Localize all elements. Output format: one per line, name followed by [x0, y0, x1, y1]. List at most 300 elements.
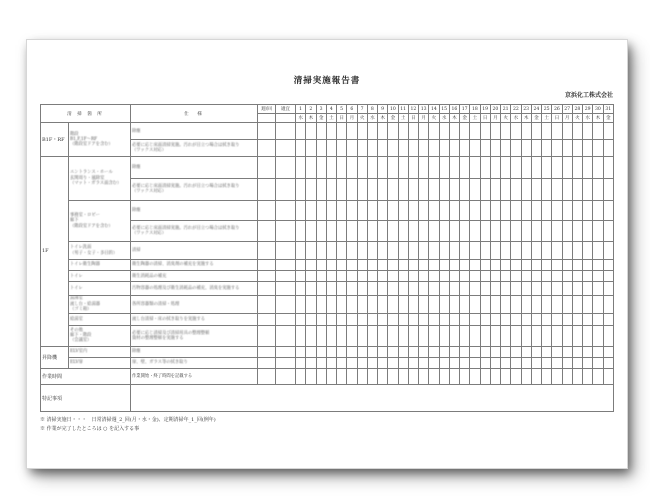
check-cell[interactable]: [562, 357, 572, 368]
check-cell[interactable]: [460, 200, 470, 220]
check-cell[interactable]: [388, 242, 398, 259]
check-cell[interactable]: [316, 221, 326, 242]
check-cell[interactable]: [470, 313, 480, 325]
check-cell[interactable]: [357, 282, 367, 295]
check-cell[interactable]: [296, 295, 306, 313]
check-cell[interactable]: [276, 156, 296, 178]
check-cell[interactable]: [388, 123, 398, 140]
check-cell[interactable]: [367, 221, 377, 242]
check-cell[interactable]: [460, 221, 470, 242]
check-cell[interactable]: [306, 156, 316, 178]
check-cell[interactable]: [511, 346, 521, 357]
time-cell[interactable]: [367, 368, 377, 384]
check-cell[interactable]: [419, 295, 429, 313]
check-cell[interactable]: [316, 179, 326, 200]
check-cell[interactable]: [480, 140, 490, 156]
check-cell[interactable]: [501, 259, 511, 270]
check-cell[interactable]: [511, 200, 521, 220]
check-cell[interactable]: [552, 123, 562, 140]
check-cell[interactable]: [337, 357, 347, 368]
check-cell[interactable]: [449, 282, 459, 295]
check-cell[interactable]: [337, 295, 347, 313]
check-cell[interactable]: [439, 326, 449, 346]
check-cell[interactable]: [603, 179, 613, 200]
check-cell[interactable]: [501, 326, 511, 346]
check-cell[interactable]: [490, 282, 500, 295]
check-cell[interactable]: [552, 326, 562, 346]
check-cell[interactable]: [429, 156, 439, 178]
check-cell[interactable]: [439, 271, 449, 282]
check-cell[interactable]: [408, 242, 418, 259]
check-cell[interactable]: [511, 259, 521, 270]
time-cell[interactable]: [593, 368, 603, 384]
check-cell[interactable]: [449, 346, 459, 357]
check-cell[interactable]: [501, 313, 511, 325]
check-cell[interactable]: [429, 242, 439, 259]
check-cell[interactable]: [408, 271, 418, 282]
check-cell[interactable]: [521, 271, 531, 282]
check-cell[interactable]: [326, 346, 336, 357]
check-cell[interactable]: [419, 282, 429, 295]
check-cell[interactable]: [439, 200, 449, 220]
check-cell[interactable]: [572, 156, 582, 178]
check-cell[interactable]: [326, 221, 336, 242]
check-cell[interactable]: [511, 156, 521, 178]
check-cell[interactable]: [542, 326, 552, 346]
check-cell[interactable]: [398, 282, 408, 295]
check-cell[interactable]: [460, 140, 470, 156]
check-cell[interactable]: [419, 200, 429, 220]
check-cell[interactable]: [531, 295, 541, 313]
check-cell[interactable]: [542, 179, 552, 200]
check-cell[interactable]: [378, 295, 388, 313]
check-cell[interactable]: [449, 221, 459, 242]
check-cell[interactable]: [258, 123, 276, 140]
check-cell[interactable]: [480, 156, 490, 178]
check-cell[interactable]: [603, 221, 613, 242]
check-cell[interactable]: [296, 346, 306, 357]
check-cell[interactable]: [337, 313, 347, 325]
time-cell[interactable]: [460, 368, 470, 384]
check-cell[interactable]: [408, 295, 418, 313]
check-cell[interactable]: [490, 313, 500, 325]
check-cell[interactable]: [603, 271, 613, 282]
check-cell[interactable]: [388, 357, 398, 368]
check-cell[interactable]: [583, 156, 593, 178]
check-cell[interactable]: [531, 357, 541, 368]
check-cell[interactable]: [480, 259, 490, 270]
check-cell[interactable]: [316, 313, 326, 325]
check-cell[interactable]: [388, 200, 398, 220]
check-cell[interactable]: [357, 221, 367, 242]
check-cell[interactable]: [583, 179, 593, 200]
check-cell[interactable]: [408, 259, 418, 270]
check-cell[interactable]: [378, 242, 388, 259]
check-cell[interactable]: [419, 221, 429, 242]
check-cell[interactable]: [408, 346, 418, 357]
check-cell[interactable]: [572, 313, 582, 325]
check-cell[interactable]: [603, 295, 613, 313]
check-cell[interactable]: [562, 282, 572, 295]
check-cell[interactable]: [337, 140, 347, 156]
check-cell[interactable]: [337, 179, 347, 200]
check-cell[interactable]: [367, 271, 377, 282]
check-cell[interactable]: [531, 282, 541, 295]
check-cell[interactable]: [306, 221, 316, 242]
check-cell[interactable]: [572, 200, 582, 220]
check-cell[interactable]: [449, 242, 459, 259]
check-cell[interactable]: [470, 326, 480, 346]
check-cell[interactable]: [326, 259, 336, 270]
check-cell[interactable]: [306, 282, 316, 295]
check-cell[interactable]: [258, 326, 276, 346]
check-cell[interactable]: [460, 242, 470, 259]
check-cell[interactable]: [316, 200, 326, 220]
check-cell[interactable]: [347, 357, 357, 368]
check-cell[interactable]: [603, 282, 613, 295]
check-cell[interactable]: [542, 295, 552, 313]
check-cell[interactable]: [460, 282, 470, 295]
check-cell[interactable]: [429, 271, 439, 282]
check-cell[interactable]: [276, 140, 296, 156]
check-cell[interactable]: [357, 242, 367, 259]
check-cell[interactable]: [480, 123, 490, 140]
check-cell[interactable]: [470, 282, 480, 295]
check-cell[interactable]: [531, 242, 541, 259]
check-cell[interactable]: [572, 140, 582, 156]
check-cell[interactable]: [439, 295, 449, 313]
check-cell[interactable]: [542, 140, 552, 156]
check-cell[interactable]: [347, 140, 357, 156]
check-cell[interactable]: [603, 140, 613, 156]
check-cell[interactable]: [521, 357, 531, 368]
check-cell[interactable]: [552, 156, 562, 178]
check-cell[interactable]: [521, 140, 531, 156]
time-cell[interactable]: [439, 368, 449, 384]
check-cell[interactable]: [542, 313, 552, 325]
check-cell[interactable]: [408, 123, 418, 140]
check-cell[interactable]: [429, 179, 439, 200]
check-cell[interactable]: [347, 242, 357, 259]
check-cell[interactable]: [357, 156, 367, 178]
check-cell[interactable]: [258, 357, 276, 368]
check-cell[interactable]: [470, 295, 480, 313]
check-cell[interactable]: [511, 282, 521, 295]
check-cell[interactable]: [388, 140, 398, 156]
check-cell[interactable]: [258, 179, 276, 200]
check-cell[interactable]: [583, 346, 593, 357]
check-cell[interactable]: [357, 179, 367, 200]
check-cell[interactable]: [439, 221, 449, 242]
check-cell[interactable]: [552, 259, 562, 270]
check-cell[interactable]: [306, 271, 316, 282]
check-cell[interactable]: [542, 242, 552, 259]
check-cell[interactable]: [511, 357, 521, 368]
check-cell[interactable]: [258, 242, 276, 259]
check-cell[interactable]: [501, 282, 511, 295]
check-cell[interactable]: [388, 313, 398, 325]
time-cell[interactable]: [408, 368, 418, 384]
check-cell[interactable]: [490, 200, 500, 220]
check-cell[interactable]: [296, 179, 306, 200]
check-cell[interactable]: [408, 156, 418, 178]
check-cell[interactable]: [296, 242, 306, 259]
check-cell[interactable]: [398, 242, 408, 259]
check-cell[interactable]: [521, 123, 531, 140]
check-cell[interactable]: [552, 346, 562, 357]
check-cell[interactable]: [460, 313, 470, 325]
check-cell[interactable]: [306, 200, 316, 220]
check-cell[interactable]: [531, 326, 541, 346]
check-cell[interactable]: [572, 259, 582, 270]
check-cell[interactable]: [398, 313, 408, 325]
check-cell[interactable]: [419, 326, 429, 346]
check-cell[interactable]: [367, 200, 377, 220]
check-cell[interactable]: [429, 313, 439, 325]
check-cell[interactable]: [490, 346, 500, 357]
check-cell[interactable]: [337, 326, 347, 346]
check-cell[interactable]: [337, 271, 347, 282]
check-cell[interactable]: [306, 313, 316, 325]
check-cell[interactable]: [296, 123, 306, 140]
check-cell[interactable]: [572, 271, 582, 282]
check-cell[interactable]: [501, 242, 511, 259]
check-cell[interactable]: [593, 357, 603, 368]
check-cell[interactable]: [347, 282, 357, 295]
check-cell[interactable]: [490, 123, 500, 140]
check-cell[interactable]: [439, 357, 449, 368]
check-cell[interactable]: [511, 179, 521, 200]
check-cell[interactable]: [306, 179, 316, 200]
check-cell[interactable]: [511, 295, 521, 313]
check-cell[interactable]: [296, 200, 306, 220]
check-cell[interactable]: [511, 242, 521, 259]
check-cell[interactable]: [490, 179, 500, 200]
check-cell[interactable]: [460, 123, 470, 140]
check-cell[interactable]: [408, 357, 418, 368]
check-cell[interactable]: [388, 346, 398, 357]
check-cell[interactable]: [378, 357, 388, 368]
check-cell[interactable]: [521, 200, 531, 220]
check-cell[interactable]: [542, 200, 552, 220]
check-cell[interactable]: [258, 346, 276, 357]
check-cell[interactable]: [552, 282, 562, 295]
check-cell[interactable]: [490, 242, 500, 259]
check-cell[interactable]: [603, 346, 613, 357]
check-cell[interactable]: [316, 140, 326, 156]
time-cell[interactable]: [388, 368, 398, 384]
check-cell[interactable]: [449, 259, 459, 270]
check-cell[interactable]: [490, 259, 500, 270]
check-cell[interactable]: [439, 313, 449, 325]
check-cell[interactable]: [337, 221, 347, 242]
check-cell[interactable]: [419, 357, 429, 368]
check-cell[interactable]: [367, 282, 377, 295]
check-cell[interactable]: [398, 156, 408, 178]
check-cell[interactable]: [562, 295, 572, 313]
check-cell[interactable]: [378, 200, 388, 220]
check-cell[interactable]: [378, 259, 388, 270]
check-cell[interactable]: [347, 221, 357, 242]
check-cell[interactable]: [296, 140, 306, 156]
check-cell[interactable]: [449, 156, 459, 178]
check-cell[interactable]: [439, 242, 449, 259]
check-cell[interactable]: [552, 271, 562, 282]
check-cell[interactable]: [552, 295, 562, 313]
check-cell[interactable]: [511, 326, 521, 346]
check-cell[interactable]: [326, 357, 336, 368]
check-cell[interactable]: [296, 357, 306, 368]
check-cell[interactable]: [562, 156, 572, 178]
check-cell[interactable]: [583, 221, 593, 242]
check-cell[interactable]: [347, 179, 357, 200]
check-cell[interactable]: [306, 123, 316, 140]
check-cell[interactable]: [296, 271, 306, 282]
check-cell[interactable]: [378, 179, 388, 200]
check-cell[interactable]: [562, 140, 572, 156]
check-cell[interactable]: [480, 221, 490, 242]
time-cell[interactable]: [306, 368, 316, 384]
check-cell[interactable]: [326, 271, 336, 282]
check-cell[interactable]: [593, 313, 603, 325]
check-cell[interactable]: [408, 326, 418, 346]
check-cell[interactable]: [583, 242, 593, 259]
check-cell[interactable]: [337, 242, 347, 259]
check-cell[interactable]: [276, 242, 296, 259]
check-cell[interactable]: [357, 346, 367, 357]
check-cell[interactable]: [388, 179, 398, 200]
check-cell[interactable]: [316, 271, 326, 282]
check-cell[interactable]: [357, 140, 367, 156]
check-cell[interactable]: [326, 156, 336, 178]
check-cell[interactable]: [357, 200, 367, 220]
check-cell[interactable]: [460, 346, 470, 357]
check-cell[interactable]: [521, 313, 531, 325]
check-cell[interactable]: [531, 259, 541, 270]
check-cell[interactable]: [501, 200, 511, 220]
check-cell[interactable]: [258, 271, 276, 282]
check-cell[interactable]: [347, 259, 357, 270]
check-cell[interactable]: [367, 346, 377, 357]
check-cell[interactable]: [347, 313, 357, 325]
time-cell[interactable]: [449, 368, 459, 384]
check-cell[interactable]: [542, 259, 552, 270]
check-cell[interactable]: [501, 156, 511, 178]
check-cell[interactable]: [276, 179, 296, 200]
check-cell[interactable]: [593, 123, 603, 140]
check-cell[interactable]: [490, 156, 500, 178]
time-cell[interactable]: [470, 368, 480, 384]
time-cell[interactable]: [357, 368, 367, 384]
check-cell[interactable]: [367, 156, 377, 178]
check-cell[interactable]: [258, 295, 276, 313]
check-cell[interactable]: [470, 242, 480, 259]
check-cell[interactable]: [470, 357, 480, 368]
check-cell[interactable]: [583, 295, 593, 313]
time-cell[interactable]: [572, 368, 582, 384]
check-cell[interactable]: [388, 295, 398, 313]
check-cell[interactable]: [531, 346, 541, 357]
check-cell[interactable]: [398, 357, 408, 368]
check-cell[interactable]: [470, 123, 480, 140]
check-cell[interactable]: [511, 221, 521, 242]
check-cell[interactable]: [593, 179, 603, 200]
time-cell[interactable]: [521, 368, 531, 384]
check-cell[interactable]: [316, 295, 326, 313]
check-cell[interactable]: [603, 123, 613, 140]
check-cell[interactable]: [388, 156, 398, 178]
check-cell[interactable]: [470, 140, 480, 156]
check-cell[interactable]: [357, 357, 367, 368]
check-cell[interactable]: [572, 179, 582, 200]
check-cell[interactable]: [542, 156, 552, 178]
check-cell[interactable]: [388, 282, 398, 295]
check-cell[interactable]: [521, 282, 531, 295]
check-cell[interactable]: [562, 221, 572, 242]
check-cell[interactable]: [501, 123, 511, 140]
check-cell[interactable]: [470, 221, 480, 242]
check-cell[interactable]: [542, 346, 552, 357]
check-cell[interactable]: [378, 221, 388, 242]
check-cell[interactable]: [542, 123, 552, 140]
check-cell[interactable]: [306, 259, 316, 270]
check-cell[interactable]: [531, 179, 541, 200]
check-cell[interactable]: [593, 221, 603, 242]
check-cell[interactable]: [480, 271, 490, 282]
check-cell[interactable]: [276, 346, 296, 357]
check-cell[interactable]: [552, 313, 562, 325]
time-cell[interactable]: [603, 368, 613, 384]
check-cell[interactable]: [460, 357, 470, 368]
check-cell[interactable]: [408, 282, 418, 295]
check-cell[interactable]: [449, 123, 459, 140]
check-cell[interactable]: [470, 179, 480, 200]
check-cell[interactable]: [439, 259, 449, 270]
check-cell[interactable]: [276, 271, 296, 282]
check-cell[interactable]: [347, 156, 357, 178]
check-cell[interactable]: [449, 357, 459, 368]
time-cell[interactable]: [552, 368, 562, 384]
check-cell[interactable]: [480, 357, 490, 368]
check-cell[interactable]: [276, 123, 296, 140]
check-cell[interactable]: [419, 346, 429, 357]
check-cell[interactable]: [326, 179, 336, 200]
check-cell[interactable]: [480, 346, 490, 357]
check-cell[interactable]: [429, 346, 439, 357]
check-cell[interactable]: [419, 259, 429, 270]
check-cell[interactable]: [603, 313, 613, 325]
check-cell[interactable]: [562, 259, 572, 270]
check-cell[interactable]: [316, 259, 326, 270]
check-cell[interactable]: [258, 200, 276, 220]
check-cell[interactable]: [357, 271, 367, 282]
check-cell[interactable]: [378, 123, 388, 140]
check-cell[interactable]: [258, 140, 276, 156]
check-cell[interactable]: [562, 326, 572, 346]
check-cell[interactable]: [460, 259, 470, 270]
check-cell[interactable]: [398, 221, 408, 242]
check-cell[interactable]: [429, 259, 439, 270]
check-cell[interactable]: [562, 346, 572, 357]
check-cell[interactable]: [603, 156, 613, 178]
check-cell[interactable]: [501, 271, 511, 282]
check-cell[interactable]: [306, 140, 316, 156]
check-cell[interactable]: [408, 313, 418, 325]
check-cell[interactable]: [490, 271, 500, 282]
check-cell[interactable]: [408, 140, 418, 156]
check-cell[interactable]: [603, 326, 613, 346]
check-cell[interactable]: [572, 123, 582, 140]
